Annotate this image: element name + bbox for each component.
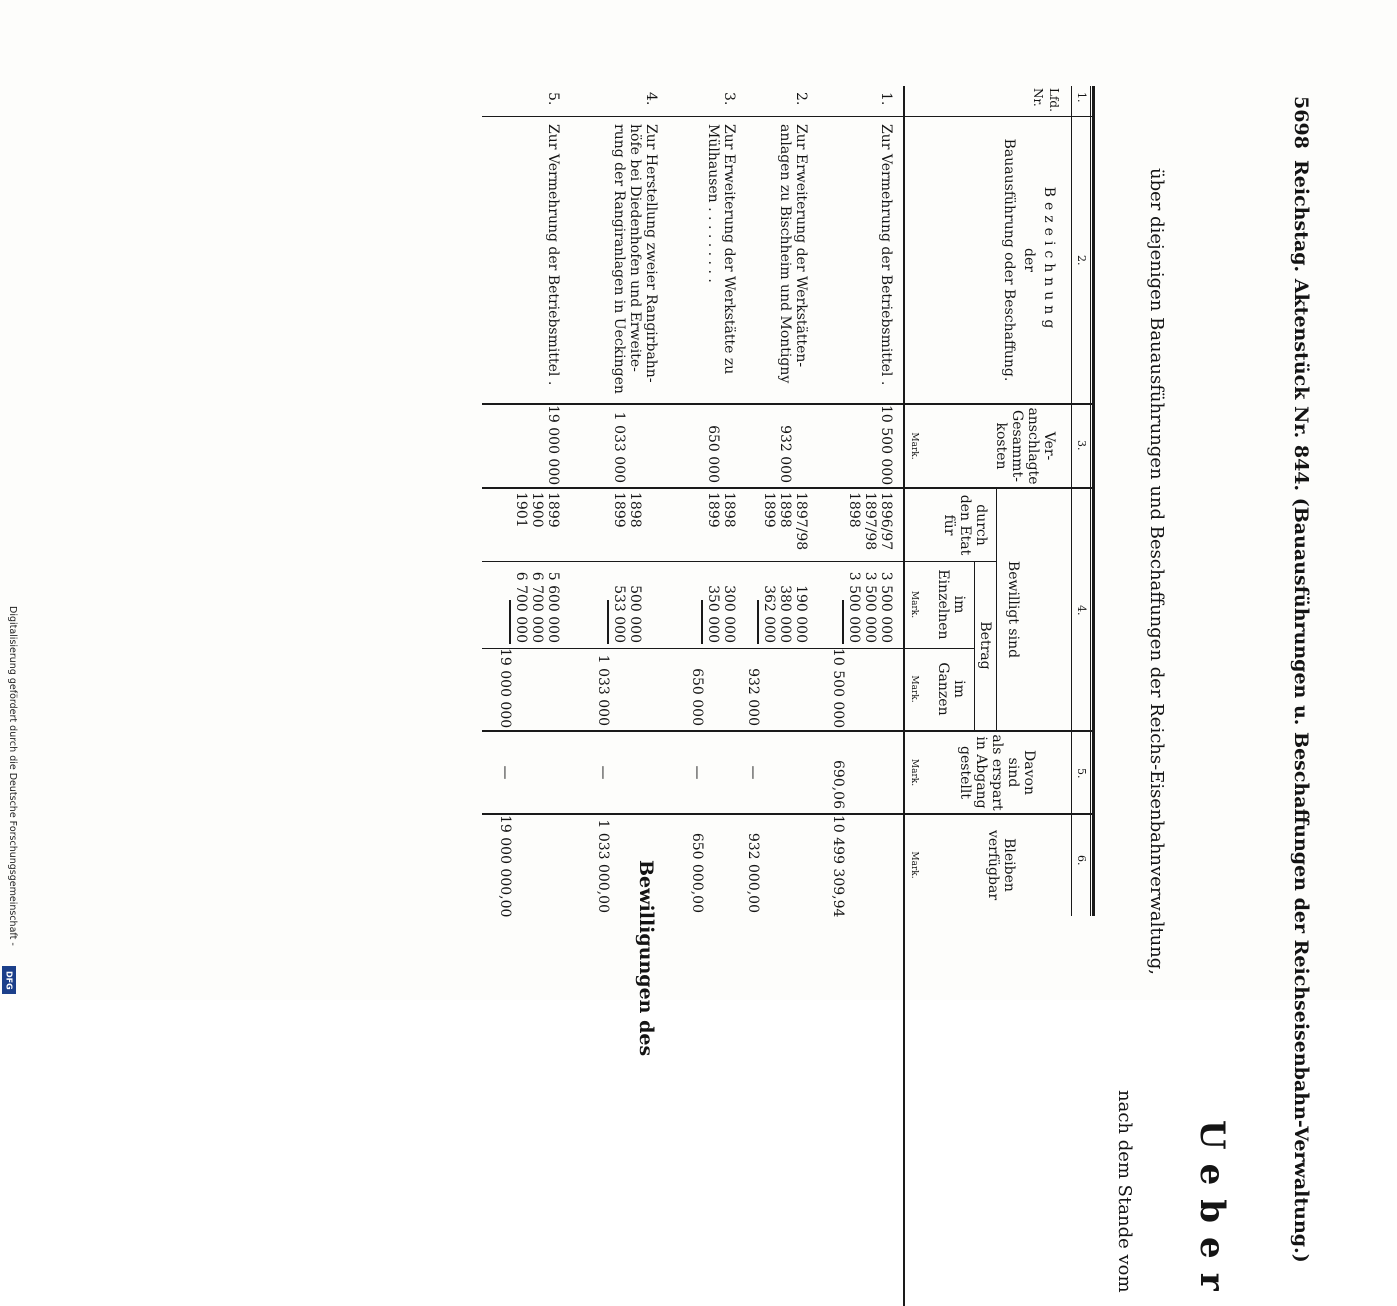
row4-nr: 4. [643,92,659,106]
row5-erspart: — [497,765,513,780]
header-durch-etat-3: für [941,514,957,536]
header-bezeichnung-text: Bauausführung oder Beschaffung. [1001,138,1017,382]
title-line-1: über diejenigen Bauausführungen und Beschaffungen der Reichs-Eisenbahnverwaltung, [1146,168,1167,976]
row5-kosten: 19 000 000 [545,405,561,486]
row3-nr: 3. [721,92,737,106]
colnum-6: 6. [1075,855,1088,866]
row2-text: Zur Erweiterung der Werkstätten-anlagen zu Bischheim und Montigny [777,124,809,384]
header-kosten-4: kosten [993,422,1009,470]
unit-mark-kosten: Mark. [909,432,919,460]
section-title: Bewilligungen des [635,860,657,1057]
row5-year-3: 1901 [513,492,529,528]
colnum-5: 5. [1075,768,1088,779]
row2-nr: 2. [793,92,809,106]
header-ganzen-1: im [951,680,967,698]
header-einzelnen-1: im [951,595,967,614]
bewilligt-rule [996,489,997,730]
betrag-rule [974,561,975,730]
row1-nr: 1. [878,92,894,106]
row4-kosten: 1 033 000 [611,411,627,483]
header-kosten-1: Ver- [1041,431,1057,461]
row4-text: Zur Herstellung zweier Rangirbahn-höfe bei Diedenhofen und Erweite-rung der Rangiranlagen in Ueckingen [611,124,659,394]
row4-year-1: 1898 [627,492,643,528]
row1-year-3: 1898 [846,492,862,528]
unit-mark-bleiben: Mark. [909,851,919,879]
unit-mark-ganzen: Mark. [909,675,919,703]
header-bewilligt: Bewilligt sind [1005,560,1021,659]
row3-year-1: 1898 [721,492,737,528]
row5-year-2: 1900 [529,492,545,528]
unit-mark-davon: Mark. [909,758,919,787]
col-sep-4b [482,648,975,649]
digitization-credit [0,606,20,1000]
header-betrag: Betrag [977,621,993,670]
row4-sum-rule [607,600,609,644]
row2-erspart: — [745,765,761,780]
row2-total: 932 000 [745,668,761,726]
header-kosten-2: anschlagte [1025,407,1041,485]
row5-amount-3: 6 700 000 [513,571,529,643]
row3-text: Zur Erweiterung der Werkstätte zu Mülhausen . . . . . . . . . [705,124,737,375]
colnum-rule [1071,86,1072,916]
row2-kosten: 932 000 [777,425,793,483]
row3-year-2: 1899 [705,492,721,528]
header-bleiben-1: Bleiben [1001,838,1017,892]
table-top-rule-thin [1090,86,1091,916]
row3-amount-2: 350 000 [705,585,721,643]
row5-year-1: 1899 [545,492,561,528]
row5-text: Zur Vermehrung der Betriebsmittel . [545,124,561,386]
header-davon-2: sind [1005,757,1021,788]
row1-verfuegbar: 10 499 309,94 [830,815,846,918]
colnum-1: 1. [1075,92,1088,103]
header-durch-etat-2: den Etat [957,494,973,556]
row2-sum-rule [757,600,759,644]
row5-sum-rule [509,600,511,644]
row5-nr: 5. [545,92,561,106]
header-davon-3: als erspart [989,734,1005,811]
row4-amount-2: 533 000 [611,585,627,643]
row3-verfuegbar: 650 000,00 [689,832,705,913]
row1-amount-1: 3 500 000 [878,571,894,643]
header-durch-etat-1: durch [973,504,989,546]
header-davon-4: in Abgang [973,736,989,809]
row1-text: Zur Vermehrung der Betriebsmittel . [878,124,894,386]
row5-amount-2: 6 700 000 [529,571,545,643]
table-top-rule [1092,86,1095,916]
row1-year-2: 1897/98 [862,492,878,551]
row3-kosten: 650 000 [705,425,721,483]
header-bleiben-2: verfügbar [985,829,1001,901]
row1-amount-3: 3 500 000 [846,571,862,643]
row2-year-3: 1899 [761,492,777,528]
row2-amount-3: 362 000 [761,585,777,643]
row5-verfuegbar: 19 000 000,00 [497,815,513,918]
row5-amount-1: 5 600 000 [545,571,561,643]
row3-erspart: — [689,765,705,780]
col-sep-1 [482,116,1092,117]
row1-sum-rule [842,600,844,644]
colnum-2: 2. [1075,255,1088,266]
row3-amount-1: 300 000 [721,585,737,643]
header-bezeichnung-der: der [1021,248,1037,272]
row1-erspart: 690,06 [830,760,846,809]
dfg-logo: DFG [2,966,16,994]
header-ganzen-2: Ganzen [935,662,951,716]
header-einzelnen-2: Einzelnen [935,569,951,640]
row1-year-1: 1896/97 [878,492,894,551]
row3-total: 650 000 [689,668,705,726]
row4-year-2: 1899 [611,492,627,528]
credit-text: Digitalisierung gefördert durch die Deutsche Forschungsgemeinschaft - [7,606,18,946]
row1-amount-2: 3 500 000 [862,571,878,643]
title-line-2: nach dem Stande vom [1114,1090,1135,1293]
running-title: Reichstag. Aktenstück Nr. 844. (Bauausführungen u. Beschaffungen der Reichseisenbahn-Verwaltung.) [1290,160,1312,1263]
unit-mark-einzelnen: Mark. [909,590,919,619]
row4-erspart: — [595,765,611,780]
header-bottom-rule [903,86,905,1306]
row5-total: 19 000 000 [497,648,513,729]
header-kosten-3: Gesammt- [1009,410,1025,482]
row1-total: 10 500 000 [830,648,846,729]
colnum-4: 4. [1075,605,1088,616]
row2-amount-2: 380 000 [777,585,793,643]
row2-year-1: 1897/98 [793,492,809,551]
row2-year-2: 1898 [777,492,793,528]
header-davon-5: gestellt [957,746,973,799]
page-number: 5698 [1290,96,1312,149]
colnum-3: 3. [1075,440,1088,451]
row2-verfuegbar: 932 000,00 [745,832,761,913]
header-lfd-nr: Lfd. Nr. [1031,88,1061,112]
row4-verfuegbar: 1 033 000,00 [595,819,611,913]
row3-sum-rule [701,600,703,644]
header-bezeichnung: Bezeichnung [1041,186,1057,334]
row4-total: 1 033 000 [595,654,611,726]
row2-amount-1: 190 000 [793,585,809,643]
header-davon-1: Davon [1021,750,1037,795]
row4-amount-1: 500 000 [627,585,643,643]
document-title: Ueber [1192,1120,1232,1305]
col-sep-3 [482,487,1092,489]
row1-kosten: 10 500 000 [878,405,894,486]
